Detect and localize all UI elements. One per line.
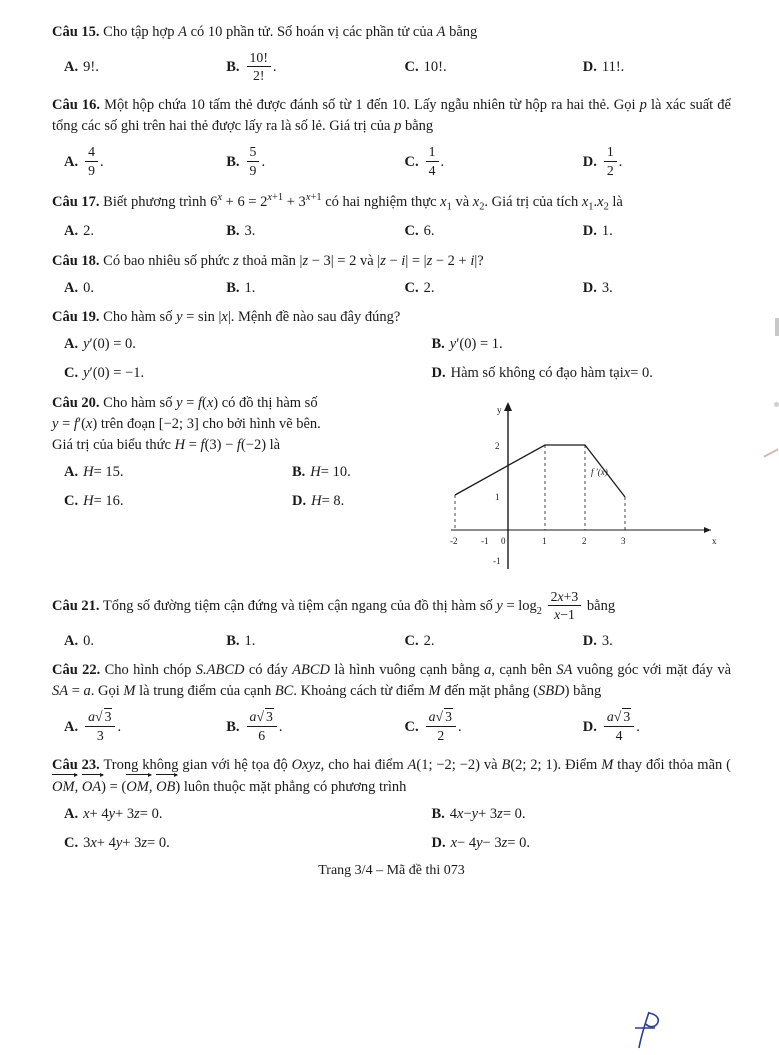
option-a[interactable]: A. 2. xyxy=(64,222,94,239)
svg-text:x: x xyxy=(712,536,717,547)
option-c[interactable]: C. 2. xyxy=(404,279,435,296)
option-c[interactable]: C. H = 16. xyxy=(64,493,124,510)
option-d[interactable]: D. 3. xyxy=(582,632,613,649)
question-21-label: Câu 21. xyxy=(52,598,100,615)
option-d[interactable]: D. 11!. xyxy=(582,59,625,76)
option-d[interactable]: D. $\frac{a√ 3}{4}$ . xyxy=(582,709,640,743)
svg-text:2: 2 xyxy=(582,536,587,547)
page-edge-mark-1 xyxy=(775,318,779,336)
question-20-label: Câu 20. xyxy=(52,395,100,412)
question-23-options-row2 xyxy=(52,834,731,853)
question-15-options xyxy=(52,50,731,85)
handwritten-signature xyxy=(629,1008,679,1050)
option-c[interactable]: C. y ′(0) = −1. xyxy=(64,365,145,382)
option-b[interactable]: B. $\frac{a√ 3}{6}$ . xyxy=(226,709,283,743)
option-a[interactable]: A. y ′(0) = 0. xyxy=(64,336,136,353)
question-19: Câu 19. Cho hàm số y = sin |x|. Mệnh đề nào sau đây đúng? xyxy=(52,309,401,326)
question-22: Câu 22. Cho hình chóp S.ABCD có đáy ABCD là hình vuông cạnh bằng a, cạnh bên SA vuông góc với mặt đáy và SA = a. Gọi M là trung điểm của cạnh BC. Khoảng cách từ điểm M đến mặt phẳng (SBD) bằng xyxy=(52,662,732,700)
question-23: Câu 23. Trong không gian với hệ tọa độ Oxyz, cho hai điểm A(1; −2; −2) và B(2; 2; 1). Điểm M thay đổi thỏa mãn (OM, OA) = (OM, OB) luôn thuộc mặt phẳng có phương trình xyxy=(52,755,731,798)
option-c[interactable]: C. 10!. xyxy=(404,59,447,76)
option-d[interactable]: D. x − 4 y − 3 z = 0. xyxy=(431,834,530,851)
question-15-label: Câu 15. xyxy=(52,24,100,40)
option-b[interactable]: B. $\frac{10!}{2!}$ . xyxy=(226,50,277,84)
derivative-graph xyxy=(433,387,723,577)
question-20 xyxy=(52,393,731,583)
option-b[interactable]: B. 3. xyxy=(226,222,256,239)
question-19-label: Câu 19. xyxy=(52,309,100,326)
option-c[interactable]: C. 6. xyxy=(404,222,435,239)
question-18: Câu 18. Có bao nhiêu số phức z thoả mãn |z − 3| = 2 và |z − i| = |z − 2 + i|? xyxy=(52,252,484,269)
question-16-label: Câu 16. xyxy=(52,97,101,114)
curve-label: f ′(x) xyxy=(591,467,608,478)
option-a[interactable]: A. $\frac{4}{9}$ . xyxy=(64,144,104,178)
question-22-label: Câu 22. xyxy=(52,662,101,679)
option-c[interactable]: C. 2. xyxy=(404,632,435,649)
question-20-options-row2 xyxy=(52,492,452,511)
question-16-options xyxy=(52,144,731,179)
option-a[interactable]: A. x + 4 y + 3 z = 0. xyxy=(64,805,163,822)
svg-text:3: 3 xyxy=(621,536,626,547)
option-a[interactable]: A. 0. xyxy=(64,632,94,649)
question-20-text: Câu 20. Cho hàm số y = f(x) có đồ thị hàm số y = f′(x) trên đoạn [−2; 3] cho bởi hình vẽ bên. Giá trị của biểu thức H = f(3) − f(−2) là xyxy=(52,395,321,454)
option-c[interactable]: C. $\frac{a√ 3}{2}$ . xyxy=(404,709,462,743)
option-a[interactable]: A. $\frac{a√ 3}{3}$ . xyxy=(64,709,122,743)
option-c[interactable]: C. 3 x + 4 y + 3 z = 0. xyxy=(64,834,170,851)
svg-text:1: 1 xyxy=(495,492,500,503)
question-20-options-row1 xyxy=(52,463,452,482)
page-edge-mark-2 xyxy=(774,402,779,407)
svg-text:1: 1 xyxy=(542,536,547,547)
option-b[interactable]: B. 4 x − y + 3 z = 0. xyxy=(431,805,526,822)
svg-text:0: 0 xyxy=(501,536,506,547)
option-d[interactable]: D. 1. xyxy=(582,222,613,239)
question-23-options-row1 xyxy=(52,805,731,824)
svg-text:y: y xyxy=(497,405,502,416)
option-a[interactable]: A. 0. xyxy=(64,279,94,296)
question-15: Câu 15. Cho tập hợp A có 10 phần tử. Số hoán vị các phần tử của A bằng xyxy=(52,24,478,40)
question-22-options xyxy=(52,709,731,744)
option-d[interactable]: D. H = 8. xyxy=(292,493,345,510)
question-21-options xyxy=(52,632,731,651)
question-17: Câu 17. Biết phương trình $6^x + 6 = 2^{x+1} + 3^{x+1}$ có hai nghiệm thực $x_1$ và $x_2$. Giá trị của tích $x_1.x_2$ là xyxy=(52,191,623,213)
option-a[interactable]: A. H = 15. xyxy=(64,464,124,481)
question-17-options xyxy=(52,222,731,241)
svg-text:-1: -1 xyxy=(493,556,501,567)
question-23-label: Câu 23. xyxy=(52,756,100,773)
option-b[interactable]: B. y ′(0) = 1. xyxy=(431,336,503,353)
option-a[interactable]: A. 9!. xyxy=(64,59,99,76)
question-18-options xyxy=(52,279,731,298)
option-b[interactable]: B. 1. xyxy=(226,632,256,649)
question-19-options-row2 xyxy=(52,364,731,383)
option-d[interactable]: D. $\frac{1}{2}$ . xyxy=(582,144,623,178)
svg-text:2: 2 xyxy=(495,441,500,452)
question-21: Câu 21. Tổng số đường tiệm cận đứng và tiệm cận ngang của đồ thị hàm số $y = \log_2$ $\frac{2x+3}{x-1}$ bằng xyxy=(52,589,616,623)
option-c[interactable]: C. $\frac{1}{4}$ . xyxy=(404,144,445,178)
page-footer: Trang 3/4 – Mã đề thi 073 xyxy=(318,862,465,878)
question-18-label: Câu 18. xyxy=(52,252,100,269)
option-b[interactable]: B. H = 10. xyxy=(292,464,351,481)
svg-text:-1: -1 xyxy=(481,536,489,547)
svg-text:-2: -2 xyxy=(450,536,458,547)
question-17-label: Câu 17. xyxy=(52,193,100,210)
option-d[interactable]: D. 3. xyxy=(582,279,613,296)
option-b[interactable]: B. $\frac{5}{9}$ . xyxy=(226,144,266,178)
question-16: Câu 16. Một hộp chứa 10 tấm thẻ được đánh số từ 1 đến 10. Lấy ngẫu nhiên từ hộp ra hai thẻ. Gọi p là xác suất để tổng các số ghi trên hai thẻ được lấy ra là số lẻ. Giá trị của p bằng xyxy=(52,97,731,135)
option-d[interactable]: D. Hàm số không có đạo hàm tại x = 0. xyxy=(431,365,653,382)
question-20-figure xyxy=(433,387,723,577)
option-b[interactable]: B. 1. xyxy=(226,279,256,296)
question-19-options-row1 xyxy=(52,335,731,354)
